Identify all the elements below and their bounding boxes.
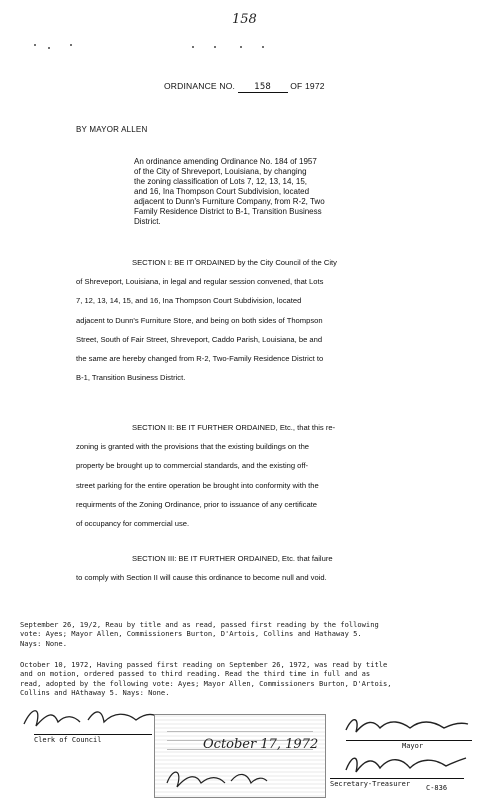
author-line: BY MAYOR ALLEN (76, 125, 148, 134)
stamp-signature (161, 765, 271, 793)
clerk-label: Clerk of Council (34, 736, 102, 744)
scan-speck (34, 44, 36, 46)
section-line: zoning is granted with the provisions that the existing buildings on the (76, 442, 310, 452)
abstract-line: the zoning classification of Lots 7, 12, 13, 14, 15, (134, 177, 307, 186)
clerk-signature-line (34, 734, 152, 735)
minutes-line: vote: Ayes; Mayor Allen, Commissioners Burton, D'Artois, Collins and Hathaway 5. (20, 629, 362, 639)
treasurer-signature (338, 748, 470, 778)
section-1 (76, 253, 402, 387)
section-line: street parking for the entire operation be brought into conformity with the (76, 480, 319, 490)
scan-speck (262, 46, 264, 48)
adoption-minutes (20, 660, 482, 698)
section-line: B-1, Transition Business District. (76, 373, 186, 383)
section-line: SECTION I: BE IT ORDAINED by the City Council of the City (132, 258, 337, 267)
ordinance-abstract (134, 157, 394, 227)
minutes-line: October 10, 1972, Having passed first reading on September 26, 1972, was read by title (20, 660, 388, 669)
approval-stamp (154, 714, 326, 798)
scan-speck (240, 46, 242, 48)
section-line: SECTION III: BE IT FURTHER ORDAINED, Etc. that failure (132, 554, 333, 563)
section-line: requirments of the Zoning Ordinance, prior to issuance of any certificate (76, 499, 318, 509)
minutes-line: read, adopted by the following vote: Ayes; Mayor Allen, Commissioners Burton, D'Artois, (20, 678, 392, 688)
scan-speck (192, 46, 194, 48)
section-line: the same are hereby changed from R-2, Two-Family Residence District to (76, 354, 324, 364)
treasurer-signature-line (330, 778, 464, 779)
clerk-signature (18, 702, 164, 734)
minutes-line: September 26, 19/2, Reau by title and as read, passed first reading by the following (20, 620, 379, 629)
mayor-label: Mayor (402, 742, 424, 750)
scan-speck (214, 46, 216, 48)
section-line: of occupancy for commercial use. (76, 519, 190, 529)
ordinance-title (164, 81, 325, 93)
section-3 (76, 549, 402, 587)
abstract-line: and 16, Ina Thompson Court Subdivision, located (134, 187, 310, 196)
stamp-date: October 17, 1972 (203, 737, 319, 752)
treasurer-label: Secretary-Treasurer (330, 780, 411, 788)
scan-speck (48, 47, 50, 49)
scan-speck (70, 44, 72, 46)
abstract-line: District. (134, 217, 161, 226)
abstract-line: An ordinance amending Ordinance No. 184 of 1957 (134, 157, 317, 166)
minutes-line: Collins and HAthaway 5. Nays: None. (20, 688, 170, 698)
minutes-line: and on motion, ordered passed to third reading. Read the third time in full and as (20, 669, 371, 679)
first-reading-minutes (20, 620, 482, 648)
section-line: 7, 12, 13, 14, 15, and 16, Ina Thompson Court Subdivision, located (76, 296, 302, 306)
ordinance-number: 158 (238, 82, 288, 93)
section-line: of Shreveport, Louisiana, in legal and regular session convened, that Lots (76, 277, 324, 287)
section-line: to comply with Section II will cause this ordinance to become null and void. (76, 573, 327, 583)
abstract-line: of the City of Shreveport, Louisiana, by changing (134, 167, 307, 176)
title-suffix: OF 1972 (290, 81, 325, 91)
mayor-signature-line (346, 740, 472, 741)
section-line: adjacent to Dunn's Furniture Store, and being on both sides of Thompson (76, 315, 323, 325)
abstract-line: adjacent to Dunn's Furniture Company, from R-2, Two (134, 197, 325, 206)
abstract-line: Family Residence District to B-1, Transition Business (134, 207, 322, 216)
section-line: property be brought up to commercial standards, and the existing off- (76, 461, 309, 471)
title-prefix: ORDINANCE NO. (164, 81, 236, 91)
section-line: Street, South of Fair Street, Shreveport, Caddo Parish, Louisiana, be and (76, 334, 323, 344)
minutes-line: Nays: None. (20, 638, 67, 648)
form-code: C-836 (426, 784, 448, 792)
section-2 (76, 418, 402, 533)
mayor-signature (340, 710, 472, 740)
section-line: SECTION II: BE IT FURTHER ORDAINED, Etc., that this re- (132, 423, 336, 432)
handwritten-page-number: 158 (232, 12, 257, 27)
